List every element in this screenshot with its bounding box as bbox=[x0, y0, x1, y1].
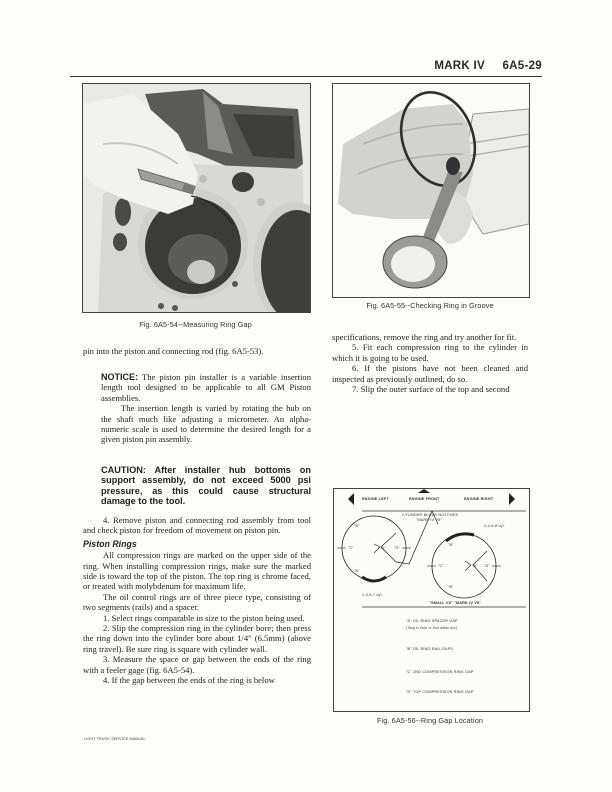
legend-a-sub: (Tang in Hole or Slot within Arc) bbox=[406, 626, 457, 630]
left-circle-b-bottom: "B" bbox=[354, 569, 360, 573]
engine-front-label: ENGINE FRONT bbox=[409, 497, 440, 501]
fig-55-caption: Fig. 6A5-55--Checking Ring in Groove bbox=[366, 301, 494, 310]
header-text bbox=[420, 60, 542, 72]
legend-a bbox=[406, 619, 458, 623]
caution-block: CAUTION: After installer hub bottoms on support assembly, do not exceed 5000 psi pressure, as this could cause structural damage to the tool. bbox=[101, 465, 311, 506]
legend-c-text: 2ND COMPRESSION RING GAP bbox=[413, 670, 474, 674]
spec-continuation: specifications, remove the ring and try another for fit. bbox=[332, 332, 517, 342]
header-section: MARK IV bbox=[434, 60, 485, 72]
engine-block-feeler-gage-illustration bbox=[83, 84, 310, 312]
piston-rings-para-1: All compression rings are marked on the upper side of the ring. When installing compression rings, make sure the marked side is toward the top of the piston. The top ring is chrome faced, or treated with molybdenum for maximum life. bbox=[83, 550, 311, 592]
left-circle-c: "C" bbox=[348, 546, 354, 550]
page-footer: LIGHT TRUCK SERVICE MANUAL bbox=[84, 737, 146, 741]
fig-54-caption: Fig. 6A5-54--Measuring Ring Gap bbox=[139, 320, 252, 329]
engine-right-label: ENGINE RIGHT bbox=[464, 497, 494, 501]
intro-paragraph: pin into the piston and connecting rod (fig. 6A5-53). bbox=[83, 346, 264, 356]
engine-left-label: ENGINE LEFT bbox=[362, 497, 389, 501]
ring-step-4: 4. If the gap between the ends of the ring is below bbox=[103, 675, 275, 686]
fig-55-photo bbox=[332, 83, 530, 298]
legend-d-key: "D" bbox=[406, 690, 412, 694]
piston-rings-para-2: The oil control rings are of three piece type, consisting of two segments (rails) and a spacer. bbox=[83, 591, 311, 613]
legend-b bbox=[406, 647, 453, 651]
notches-title: CYLINDER BLOCK NOTCHES bbox=[402, 513, 459, 517]
notice-paragraph-2: The insertion length is varied by rotating the hub on the shaft much like adjusting a micrometer. An alpha-numeric scale is used to determine the desired length for a given piston pin assembly. bbox=[101, 403, 311, 445]
page-header bbox=[70, 58, 542, 77]
legend-d bbox=[406, 690, 473, 694]
step-7: 7. Slip the outer surface of the top and second bbox=[352, 384, 510, 395]
right-circle-b-bottom: "B" bbox=[448, 585, 454, 589]
header-page-number: 6A5-29 bbox=[502, 60, 542, 72]
legend-c bbox=[406, 670, 473, 674]
legend-c-key: "C" bbox=[406, 670, 412, 674]
legend-a-key: "A" bbox=[406, 619, 412, 623]
fig-56-ring-gap-diagram bbox=[333, 488, 530, 712]
right-circle-a: "A" bbox=[472, 564, 478, 568]
notice-label: NOTICE: bbox=[101, 372, 138, 382]
right-body-text bbox=[332, 332, 528, 394]
left-circle-d: "D" bbox=[394, 546, 400, 550]
arrow-up-icon bbox=[418, 489, 430, 493]
left-intro-text bbox=[83, 346, 311, 356]
step-5: 5. Fit each compression ring to the cylinder in which it is going to be used. bbox=[332, 342, 528, 363]
left-circle-a: "A" bbox=[380, 546, 386, 550]
ring-step-2: 2. Slip the compression ring in the cylinder bore; then press the ring down into the cylinder bore about 1/4″ (6.5mm) (above ring travel). Be sure ring is square with cylinder wall. bbox=[83, 623, 311, 654]
left-body-text bbox=[83, 515, 311, 686]
right-circle-d: "D" bbox=[484, 564, 490, 568]
ring-step-1: 1. Select rings comparable in size to the piston being used. bbox=[103, 612, 305, 623]
piston-ring-groove-illustration bbox=[333, 84, 529, 297]
arrow-right-icon bbox=[509, 493, 515, 505]
legend-b-text: OIL RING RAIL GAPS bbox=[412, 647, 454, 651]
step-4-remove-piston: 4. Remove piston and connecting rod assembly from tool and check piston for freedom of movement on piston pin. bbox=[83, 515, 311, 536]
legend-a-text: OIL RING SPACER GAP bbox=[412, 619, 458, 623]
right-circle-b-top: "B" bbox=[448, 543, 454, 547]
ring-gap-diagram-graphics bbox=[334, 489, 529, 711]
odd-cylinders-label: 1-3-5-7 cyl. bbox=[362, 593, 383, 597]
fig-56-caption: Fig. 6A5-56--Ring Gap Location bbox=[376, 716, 484, 725]
left-circle-b-top: "B" bbox=[354, 524, 360, 528]
notice-block bbox=[101, 372, 311, 445]
legend-b-key: "B" bbox=[406, 647, 412, 651]
fig-54-photo bbox=[82, 83, 311, 313]
piston-rings-heading: Piston Rings bbox=[83, 538, 137, 549]
notches-subtitle: "MARK IV V8" bbox=[416, 518, 442, 522]
legend-d-text: TOP COMPRESSION RING GAP bbox=[413, 690, 474, 694]
engine-types-label: "SMALL V8" "MARK IV V8" bbox=[429, 601, 482, 605]
ring-step-3: 3. Measure the space or gap between the ends of the ring with a feeler gage (fig. 6A5-54). bbox=[83, 654, 311, 675]
step-6: 6. If the pistons have not been cleaned and inspected as previously outlined, do so. bbox=[332, 363, 528, 384]
arrow-left-icon bbox=[348, 493, 354, 505]
even-cylinders-label: 2-4-6-8 cyl. bbox=[484, 524, 505, 528]
right-circle-c: "C" bbox=[438, 564, 444, 568]
notice-text: The piston pin installer is a variable insertion length tool designed to be applicable to all GM Piston assemblies. bbox=[101, 372, 311, 403]
